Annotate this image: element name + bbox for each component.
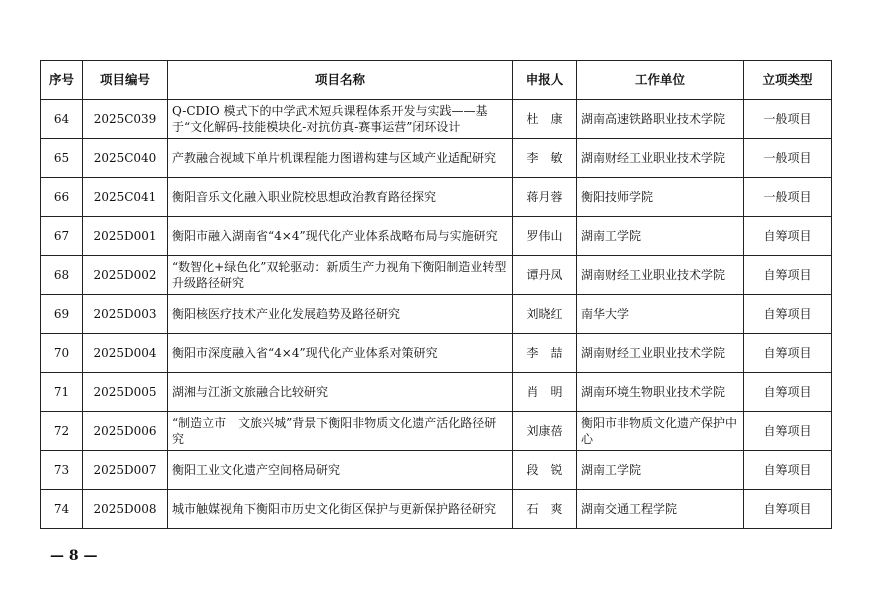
cell-project-type: 自筹项目 — [744, 373, 832, 412]
cell-index: 67 — [41, 217, 83, 256]
table-row — [41, 412, 832, 451]
cell-project-type: 自筹项目 — [744, 295, 832, 334]
cell-index: 69 — [41, 295, 83, 334]
cell-project-name: 衡阳音乐文化融入职业院校思想政治教育路径探究 — [168, 178, 513, 217]
header-project-code: 项目编号 — [83, 61, 168, 100]
cell-work-unit: 湖南工学院 — [577, 217, 744, 256]
cell-work-unit: 衡阳市非物质文化遗产保护中心 — [577, 412, 744, 451]
cell-project-type: 自筹项目 — [744, 256, 832, 295]
cell-project-type: 一般项目 — [744, 139, 832, 178]
header-work-unit: 工作单位 — [577, 61, 744, 100]
cell-index: 74 — [41, 490, 83, 529]
cell-project-type: 一般项目 — [744, 178, 832, 217]
cell-project-code: 2025D002 — [83, 256, 168, 295]
cell-applicant: 刘晓红 — [513, 295, 577, 334]
table-row — [41, 373, 832, 412]
table-row — [41, 217, 832, 256]
cell-project-name: 衡阳核医疗技术产业化发展趋势及路径研究 — [168, 295, 513, 334]
cell-project-type: 自筹项目 — [744, 412, 832, 451]
header-index: 序号 — [41, 61, 83, 100]
cell-applicant: 蒋月蓉 — [513, 178, 577, 217]
table-row — [41, 256, 832, 295]
cell-work-unit: 湖南财经工业职业技术学院 — [577, 334, 744, 373]
cell-work-unit: 湖南高速铁路职业技术学院 — [577, 100, 744, 139]
cell-project-type: 自筹项目 — [744, 217, 832, 256]
cell-index: 72 — [41, 412, 83, 451]
cell-project-code: 2025D007 — [83, 451, 168, 490]
cell-work-unit: 湖南交通工程学院 — [577, 490, 744, 529]
cell-work-unit: 南华大学 — [577, 295, 744, 334]
cell-applicant: 石 爽 — [513, 490, 577, 529]
cell-applicant: 谭丹凤 — [513, 256, 577, 295]
cell-index: 71 — [41, 373, 83, 412]
cell-applicant: 李 敏 — [513, 139, 577, 178]
page-number: — 8 — — [50, 548, 98, 564]
cell-applicant: 杜 康 — [513, 100, 577, 139]
cell-applicant: 罗伟山 — [513, 217, 577, 256]
table-row — [41, 490, 832, 529]
cell-project-code: 2025D008 — [83, 490, 168, 529]
cell-project-code: 2025D001 — [83, 217, 168, 256]
cell-index: 73 — [41, 451, 83, 490]
cell-project-type: 自筹项目 — [744, 451, 832, 490]
cell-index: 70 — [41, 334, 83, 373]
table-row — [41, 451, 832, 490]
cell-project-code: 2025D004 — [83, 334, 168, 373]
table-row — [41, 100, 832, 139]
cell-index: 66 — [41, 178, 83, 217]
header-applicant: 申报人 — [513, 61, 577, 100]
cell-project-code: 2025C039 — [83, 100, 168, 139]
cell-work-unit: 湖南环境生物职业技术学院 — [577, 373, 744, 412]
table-header-row — [41, 61, 832, 100]
cell-project-name: “数智化+绿色化”双轮驱动：新质生产力视角下衡阳制造业转型升级路径研究 — [168, 256, 513, 295]
cell-work-unit: 湖南工学院 — [577, 451, 744, 490]
cell-project-code: 2025D006 — [83, 412, 168, 451]
cell-project-name: 湖湘与江浙文旅融合比较研究 — [168, 373, 513, 412]
cell-applicant: 段 锐 — [513, 451, 577, 490]
cell-project-name: 产教融合视域下单片机课程能力图谱构建与区域产业适配研究 — [168, 139, 513, 178]
cell-index: 65 — [41, 139, 83, 178]
cell-applicant: 肖 明 — [513, 373, 577, 412]
cell-project-type: 自筹项目 — [744, 334, 832, 373]
cell-applicant: 刘康蓓 — [513, 412, 577, 451]
cell-project-name: 城市触媒视角下衡阳市历史文化街区保护与更新保护路径研究 — [168, 490, 513, 529]
table-row — [41, 178, 832, 217]
cell-work-unit: 湖南财经工业职业技术学院 — [577, 256, 744, 295]
cell-project-name: Q-CDIO 模式下的中学武术短兵课程体系开发与实践——基于“文化解码-技能模块化-对抗仿真-赛事运营”闭环设计 — [168, 100, 513, 139]
table-row — [41, 334, 832, 373]
table-row — [41, 295, 832, 334]
cell-applicant: 李 喆 — [513, 334, 577, 373]
cell-work-unit: 湖南财经工业职业技术学院 — [577, 139, 744, 178]
cell-work-unit: 衡阳技师学院 — [577, 178, 744, 217]
cell-project-type: 自筹项目 — [744, 490, 832, 529]
header-project-type: 立项类型 — [744, 61, 832, 100]
cell-project-code: 2025D003 — [83, 295, 168, 334]
project-table — [40, 60, 832, 529]
cell-project-name: 衡阳市融入湖南省“4×4”现代化产业体系战略布局与实施研究 — [168, 217, 513, 256]
cell-index: 68 — [41, 256, 83, 295]
cell-project-name: 衡阳市深度融入省“4×4”现代化产业体系对策研究 — [168, 334, 513, 373]
cell-project-name: 衡阳工业文化遗产空间格局研究 — [168, 451, 513, 490]
cell-project-code: 2025C041 — [83, 178, 168, 217]
cell-project-code: 2025D005 — [83, 373, 168, 412]
cell-project-name: “制造立市 文旅兴城”背景下衡阳非物质文化遗产活化路径研究 — [168, 412, 513, 451]
header-project-name: 项目名称 — [168, 61, 513, 100]
cell-index: 64 — [41, 100, 83, 139]
table-row — [41, 139, 832, 178]
cell-project-type: 一般项目 — [744, 100, 832, 139]
cell-project-code: 2025C040 — [83, 139, 168, 178]
